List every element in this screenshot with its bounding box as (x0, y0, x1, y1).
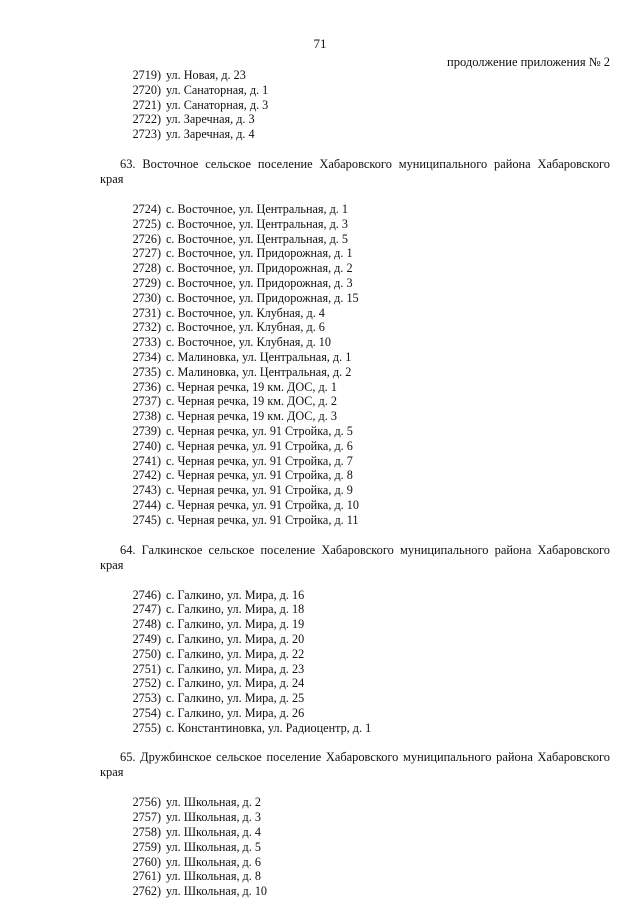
item-number: 2750) (132, 646, 161, 661)
list-item (100, 394, 610, 409)
item-address: с. Галкино, ул. Мира, д. 20 (166, 631, 305, 646)
item-number: 2731) (132, 305, 161, 320)
list-item (100, 409, 610, 424)
list-item (100, 127, 610, 142)
section-title: 65. Дружбинское сельское поселение Хабаровского муниципального района Хабаровского края (100, 750, 610, 780)
list-item (100, 602, 610, 617)
item-address: с. Малиновка, ул. Центральная, д. 1 (166, 349, 352, 364)
item-address: с. Черная речка, ул. 91 Стройка, д. 9 (166, 483, 353, 498)
item-address: с. Черная речка, ул. 91 Стройка, д. 5 (166, 423, 353, 438)
list-item (100, 335, 610, 350)
item-number: 2724) (132, 201, 161, 216)
item-address: с. Черная речка, ул. 91 Стройка, д. 8 (166, 468, 353, 483)
item-address: с. Галкино, ул. Мира, д. 19 (166, 617, 305, 632)
item-address: с. Галкино, ул. Мира, д. 16 (166, 587, 305, 602)
item-number: 2744) (132, 497, 161, 512)
item-address: с. Черная речка, ул. 91 Стройка, д. 10 (166, 497, 359, 512)
item-number: 2732) (132, 320, 161, 335)
item-number: 2742) (132, 468, 161, 483)
list-item (100, 320, 610, 335)
section-title: 63. Восточное сельское поселение Хабаровского муниципального района Хабаровского края (100, 156, 610, 186)
item-number: 2720) (132, 82, 161, 97)
list-item (100, 721, 610, 736)
item-number: 2753) (132, 691, 161, 706)
list-item (100, 498, 610, 513)
item-address: с. Галкино, ул. Мира, д. 26 (166, 705, 305, 720)
list-item (100, 83, 610, 98)
list-item (100, 454, 610, 469)
item-number: 2747) (132, 602, 161, 617)
item-address: ул. Школьная, д. 10 (166, 884, 268, 899)
item-number: 2739) (132, 423, 161, 438)
item-number: 2735) (132, 364, 161, 379)
section-title: 64. Галкинское сельское поселение Хабаровского муниципального района Хабаровского края (100, 542, 610, 572)
item-number: 2727) (132, 246, 161, 261)
list-item (100, 691, 610, 706)
item-number: 2749) (132, 631, 161, 646)
list-item (100, 380, 610, 395)
item-number: 2746) (132, 587, 161, 602)
item-address: с. Галкино, ул. Мира, д. 24 (166, 676, 305, 691)
item-number: 2759) (132, 839, 161, 854)
list-item (100, 840, 610, 855)
address-list (100, 588, 610, 736)
item-number: 2740) (132, 438, 161, 453)
list-item (100, 855, 610, 870)
settlement-section (100, 750, 610, 899)
list-item (100, 217, 610, 232)
list-item (100, 276, 610, 291)
list-item (100, 246, 610, 261)
item-number: 2757) (132, 810, 161, 825)
list-item (100, 825, 610, 840)
item-number: 2736) (132, 379, 161, 394)
item-number: 2728) (132, 261, 161, 276)
list-item (100, 306, 610, 321)
list-item (100, 513, 610, 528)
list-item (100, 291, 610, 306)
address-list (100, 795, 610, 899)
item-address: с. Восточное, ул. Придорожная, д. 2 (166, 261, 353, 276)
item-address: ул. Заречная, д. 3 (166, 112, 255, 127)
settlement-section (100, 543, 610, 736)
item-address: с. Восточное, ул. Клубная, д. 10 (166, 335, 331, 350)
list-item (100, 439, 610, 454)
item-address: с. Черная речка, ул. 91 Стройка, д. 11 (166, 512, 359, 527)
item-address: с. Константиновка, ул. Радиоцентр, д. 1 (166, 720, 372, 735)
list-item (100, 202, 610, 217)
item-number: 2734) (132, 349, 161, 364)
item-address: с. Восточное, ул. Придорожная, д. 3 (166, 275, 353, 290)
continuation-note: продолжение приложения № 2 (447, 55, 610, 69)
list-item (100, 869, 610, 884)
item-address: ул. Школьная, д. 8 (166, 869, 261, 884)
list-item (100, 588, 610, 603)
list-item (100, 468, 610, 483)
item-number: 2723) (132, 127, 161, 142)
item-address: с. Восточное, ул. Центральная, д. 3 (166, 216, 348, 231)
item-address: ул. Новая, д. 23 (166, 68, 246, 82)
list-item (100, 365, 610, 380)
list-item (100, 617, 610, 632)
item-number: 2754) (132, 705, 161, 720)
item-address: с. Черная речка, 19 км. ДОС, д. 1 (166, 379, 337, 394)
item-address: с. Восточное, ул. Центральная, д. 5 (166, 231, 348, 246)
list-item (100, 483, 610, 498)
address-list (100, 202, 610, 528)
list-item (100, 810, 610, 825)
list-item (100, 884, 610, 899)
item-number: 2729) (132, 275, 161, 290)
item-number: 2760) (132, 854, 161, 869)
item-address: с. Малиновка, ул. Центральная, д. 2 (166, 364, 352, 379)
item-address: ул. Школьная, д. 5 (166, 839, 261, 854)
item-address: ул. Школьная, д. 6 (166, 854, 261, 869)
item-number: 2752) (132, 676, 161, 691)
item-address: ул. Заречная, д. 4 (166, 127, 255, 142)
list-item (100, 795, 610, 810)
item-number: 2722) (132, 112, 161, 127)
item-number: 2762) (132, 884, 161, 899)
item-number: 2733) (132, 335, 161, 350)
item-address: с. Восточное, ул. Клубная, д. 4 (166, 305, 325, 320)
item-number: 2748) (132, 617, 161, 632)
item-number: 2761) (132, 869, 161, 884)
item-address: с. Черная речка, 19 км. ДОС, д. 3 (166, 409, 337, 424)
list-item (100, 112, 610, 127)
item-address: с. Галкино, ул. Мира, д. 18 (166, 602, 305, 617)
page-number: 71 (313, 36, 327, 51)
item-address: с. Восточное, ул. Придорожная, д. 1 (166, 246, 353, 261)
item-address: ул. Школьная, д. 3 (166, 810, 261, 825)
list-item (100, 647, 610, 662)
list-item (100, 261, 610, 276)
item-address: с. Черная речка, 19 км. ДОС, д. 2 (166, 394, 337, 409)
item-address: с. Галкино, ул. Мира, д. 23 (166, 661, 305, 676)
item-number: 2725) (132, 216, 161, 231)
item-address: с. Черная речка, ул. 91 Стройка, д. 6 (166, 438, 353, 453)
item-number: 2730) (132, 290, 161, 305)
item-number: 2756) (132, 795, 161, 810)
item-address: с. Галкино, ул. Мира, д. 25 (166, 691, 305, 706)
item-address: ул. Школьная, д. 2 (166, 795, 261, 810)
item-number: 2721) (132, 97, 161, 112)
item-address: с. Восточное, ул. Придорожная, д. 15 (166, 290, 359, 305)
list-item (100, 424, 610, 439)
item-number: 2719) (132, 68, 161, 82)
settlement-section (100, 157, 610, 528)
document-body (100, 68, 610, 899)
item-number: 2737) (132, 394, 161, 409)
list-item (100, 662, 610, 677)
item-number: 2755) (132, 720, 161, 735)
list-item (100, 706, 610, 721)
item-number: 2758) (132, 825, 161, 840)
item-number: 2741) (132, 453, 161, 468)
item-number: 2745) (132, 512, 161, 527)
item-address: ул. Школьная, д. 4 (166, 825, 261, 840)
item-address: с. Восточное, ул. Центральная, д. 1 (166, 201, 348, 216)
list-item (100, 676, 610, 691)
item-number: 2726) (132, 231, 161, 246)
list-item (100, 232, 610, 247)
list-item (100, 68, 610, 83)
item-number: 2751) (132, 661, 161, 676)
address-list (100, 68, 610, 142)
sections-container (100, 157, 610, 899)
item-address: с. Галкино, ул. Мира, д. 22 (166, 646, 305, 661)
item-number: 2743) (132, 483, 161, 498)
item-address: ул. Санаторная, д. 3 (166, 97, 269, 112)
item-number: 2738) (132, 409, 161, 424)
item-address: с. Восточное, ул. Клубная, д. 6 (166, 320, 325, 335)
list-item (100, 350, 610, 365)
item-address: ул. Санаторная, д. 1 (166, 82, 269, 97)
item-address: с. Черная речка, ул. 91 Стройка, д. 7 (166, 453, 353, 468)
list-item (100, 98, 610, 113)
list-item (100, 632, 610, 647)
